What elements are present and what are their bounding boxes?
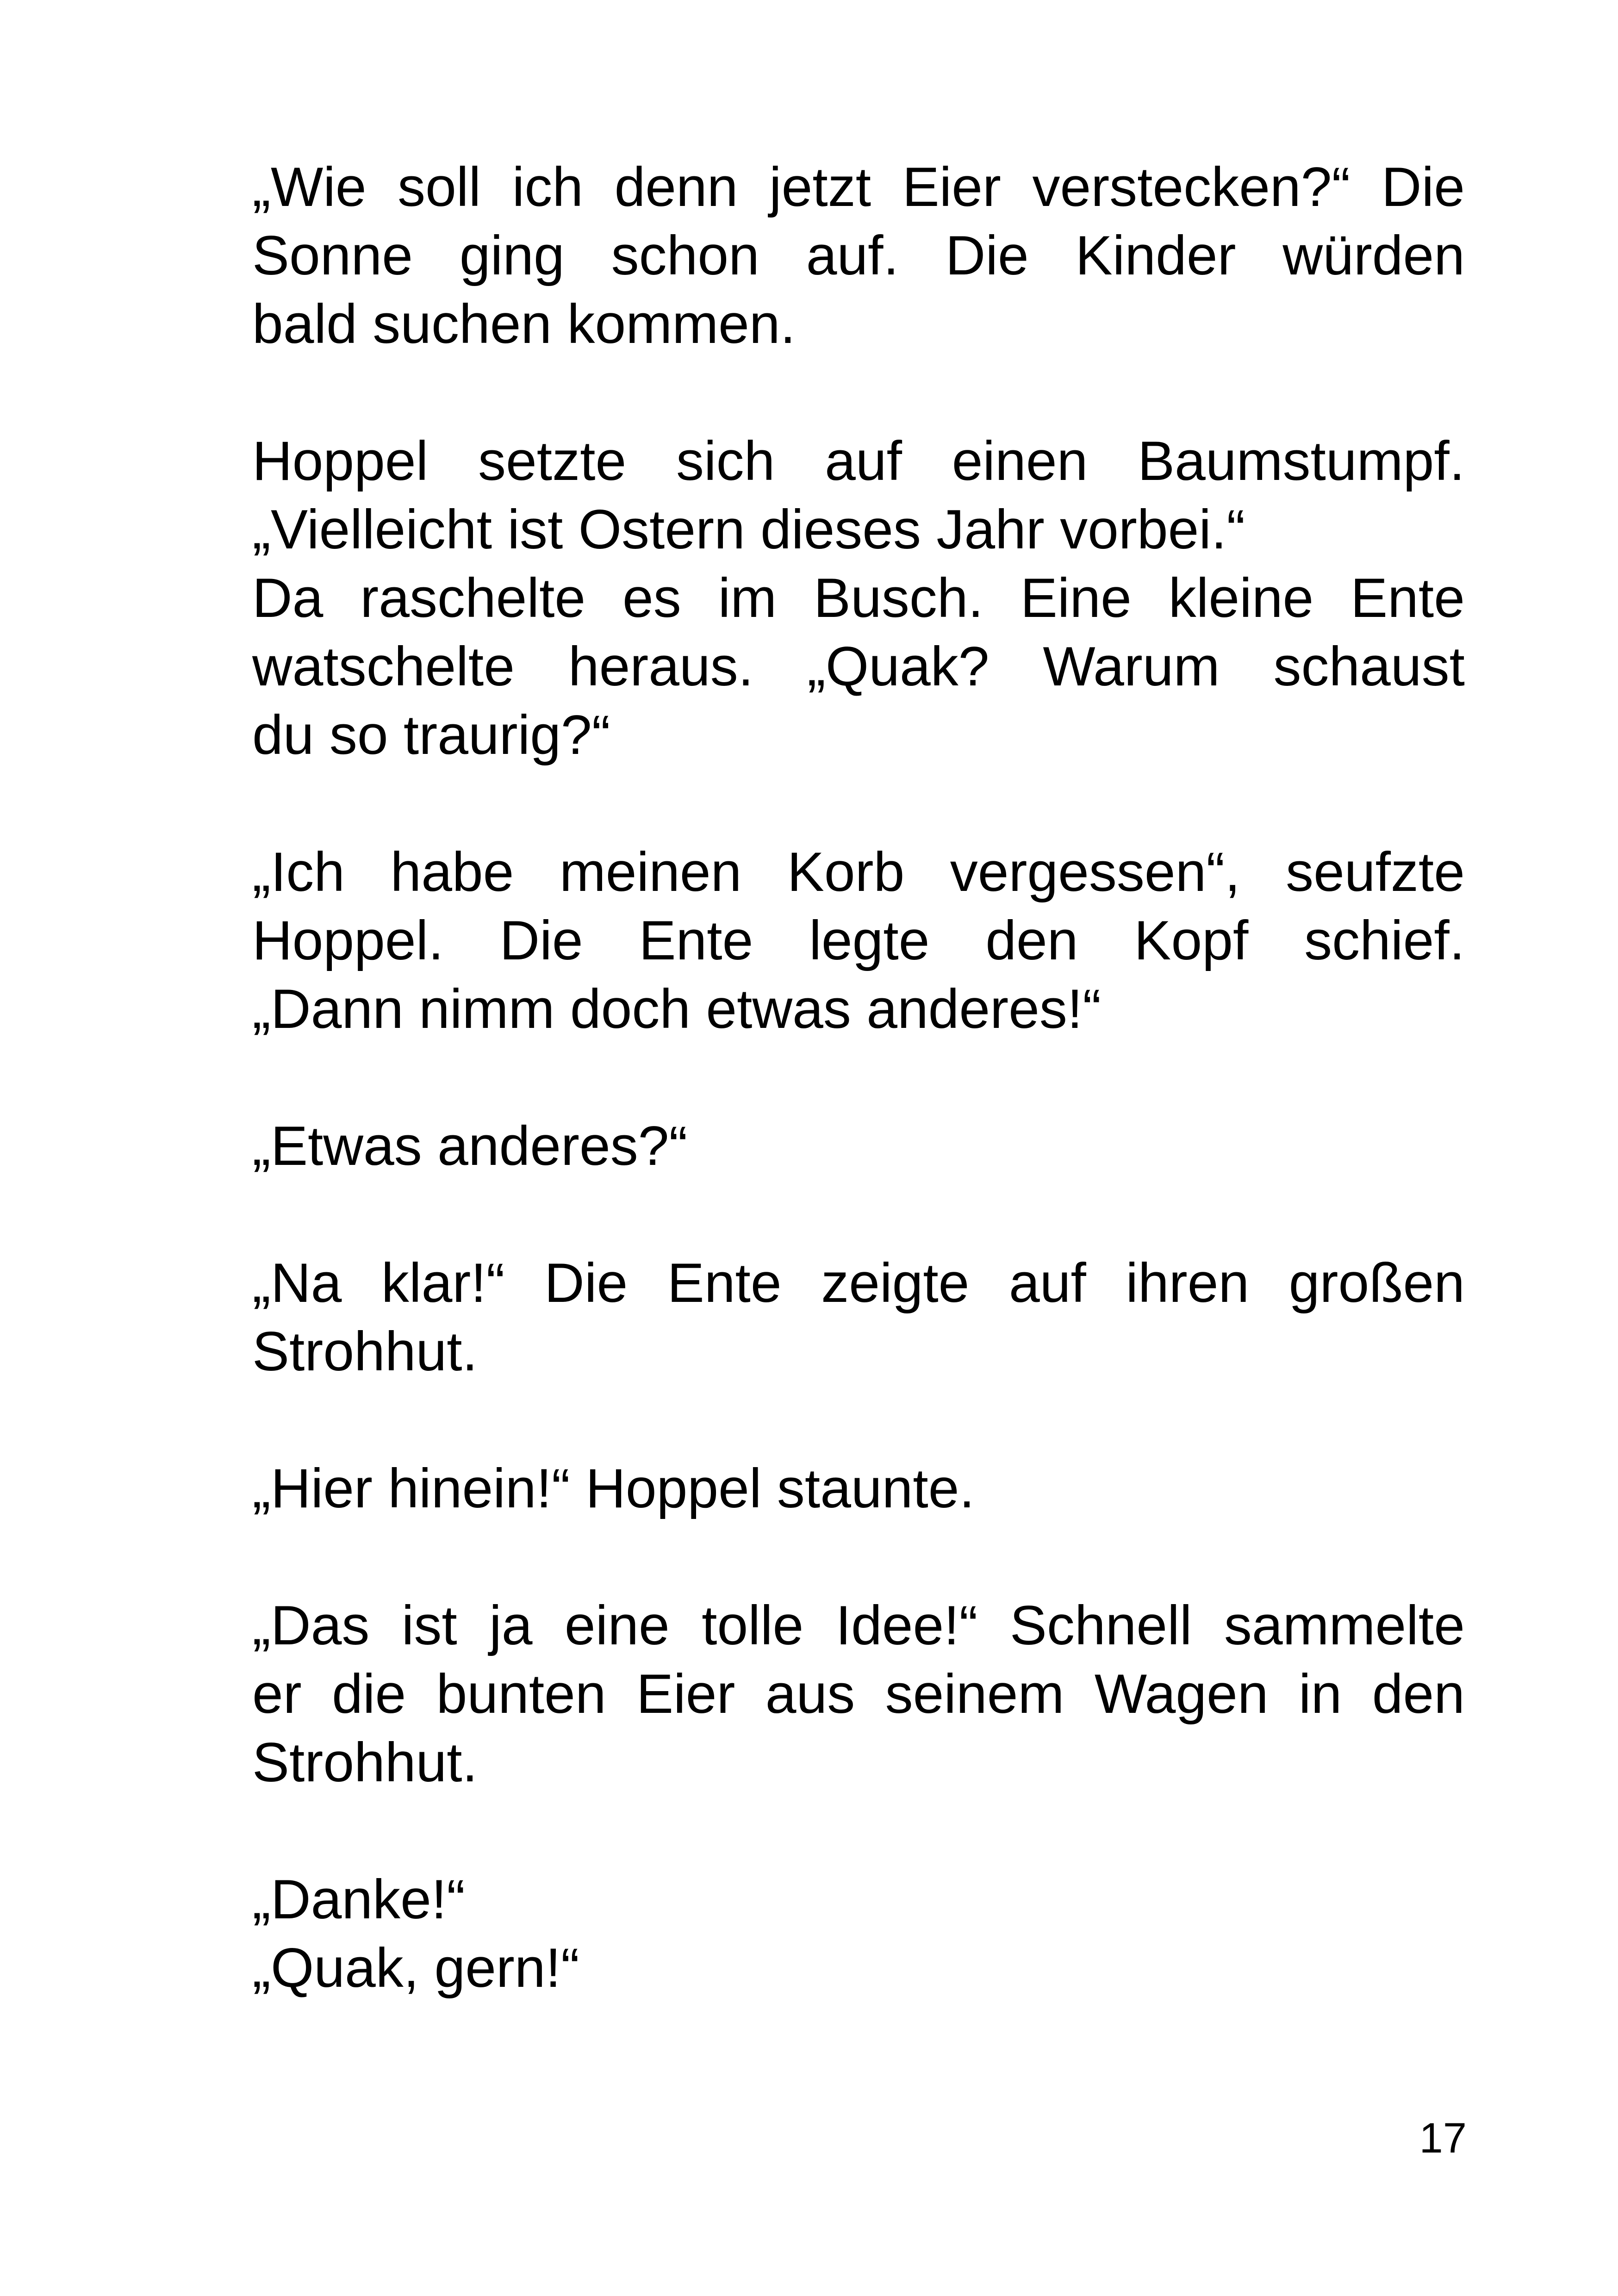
text-line: „Etwas anderes?“ xyxy=(252,1115,688,1177)
text-line: Sonne ging schon auf. Die Kinder würden xyxy=(252,224,1465,286)
paragraph-2 xyxy=(252,427,1465,769)
text-line: Strohhut. xyxy=(252,1731,478,1793)
text-line: du so traurig?“ xyxy=(252,704,610,766)
text-line: „Danke!“ xyxy=(252,1868,466,1930)
text-line: „Na klar!“ Die Ente zeigte auf ihren großen xyxy=(252,1252,1465,1314)
story-text xyxy=(252,153,1465,2002)
paragraph-3 xyxy=(252,838,1465,1043)
text-line: Da raschelte es im Busch. Eine kleine Ente xyxy=(252,567,1465,629)
text-line: „Vielleicht ist Ostern dieses Jahr vorbei.“ xyxy=(252,498,1245,560)
text-line: Hoppel. Die Ente legte den Kopf schief. xyxy=(252,909,1465,971)
text-line: Strohhut. xyxy=(252,1320,478,1382)
paragraph-7 xyxy=(252,1591,1465,1797)
paragraph-6 xyxy=(252,1454,1465,1523)
text-line: „Ich habe meinen Korb vergessen“, seufzte xyxy=(252,841,1465,903)
paragraph-1 xyxy=(252,153,1465,358)
paragraph-4 xyxy=(252,1112,1465,1180)
text-line: „Hier hinein!“ Hoppel staunte. xyxy=(252,1457,975,1519)
text-line: „Quak, gern!“ xyxy=(252,1937,579,1999)
page-number: 17 xyxy=(1419,2115,1467,2162)
text-line: watschelte heraus. „Quak? Warum schaust xyxy=(252,635,1465,697)
text-line: „Das ist ja eine tolle Idee!“ Schnell sammelte xyxy=(252,1594,1465,1656)
text-line: er die bunten Eier aus seinem Wagen in den xyxy=(252,1663,1465,1725)
text-line: „Dann nimm doch etwas anderes!“ xyxy=(252,978,1101,1040)
text-line: „Wie soll ich denn jetzt Eier verstecken?“ Die xyxy=(252,156,1465,218)
paragraph-5 xyxy=(252,1249,1465,1386)
paragraph-8 xyxy=(252,1865,1465,2002)
text-line: bald suchen kommen. xyxy=(252,293,796,355)
text-line: Hoppel setzte sich auf einen Baumstumpf. xyxy=(252,430,1465,492)
